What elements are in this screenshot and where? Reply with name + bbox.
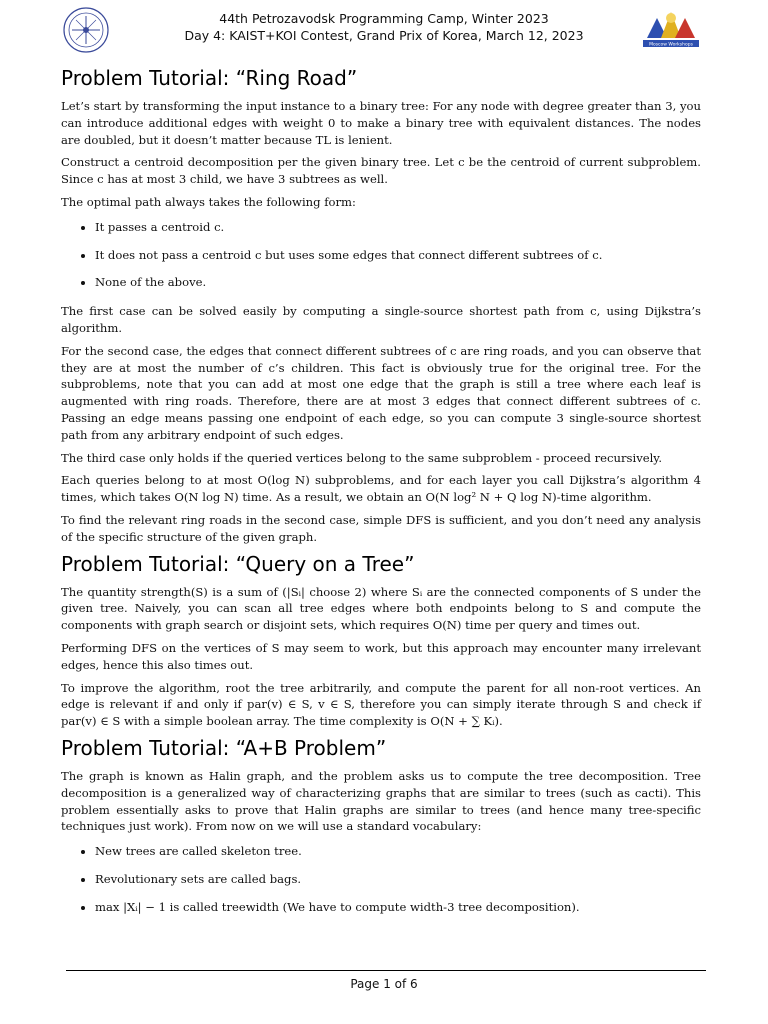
moscow-workshops-logo (637, 4, 705, 52)
list-item: • It does not pass a centroid c but uses some edges that connect different subtrees of c. (95, 247, 701, 264)
footer-divider (66, 970, 706, 971)
paragraph: The graph is known as Halin graph, and the problem asks us to compute the tree decomposition. Tree decomposition is a generalized way of characterizing graphs that are similar to trees (such as cacti). This problem essentially asks to prove that Halin graphs are similar to trees (and hence many tree-specific techniques just work). From now on we will use a standard vocabulary: (61, 768, 701, 834)
camp-logo (62, 6, 110, 54)
list-item: • New trees are called skeleton tree. (95, 843, 701, 860)
header-line-1: 44th Petrozavodsk Programming Camp, Winter 2023 (219, 11, 549, 26)
paragraph: For the second case, the edges that connect different subtrees of c are ring roads, and you can observe that they are at most the number of c’s children. This fact is obviously true for the original tree. For the subproblems, note that you can add at most one edge that the graph is still a tree where each leaf is augmented with ring roads. Therefore, there are at most 3 edges that connect different subtrees of c. Passing an edge means passing one endpoint of each edge, so you can compute 3 single-source shortest path from any arbitrary endpoint of such edges. (61, 343, 701, 442)
paragraph: To improve the algorithm, root the tree arbitrarily, and compute the parent for all non-root vertices. An edge is relevant if and only if par(v) ∈ S, v ∈ S, therefore you can simply iterate through S and check if par(v) ∈ S with a simple boolean array. The time complexity is O(N + ∑ Kᵢ). (61, 680, 701, 729)
paragraph: The quantity strength(S) is a sum of (|Sᵢ| choose 2) where Sᵢ are the connected components of S under the given tree. Naively, you can scan all tree edges where both endpoints belong to S and compute the components with graph search or disjoint sets, which requires O(N) time per query and times out. (61, 584, 701, 633)
list-item: • None of the above. (95, 274, 701, 291)
header-line-2: Day 4: KAIST+KOI Contest, Grand Prix of Korea, March 12, 2023 (184, 28, 584, 43)
paragraph: The first case can be solved easily by computing a single-source shortest path from c, using Dijkstra’s algorithm. (61, 304, 701, 335)
page-number: Page 1 of 6 (350, 977, 418, 991)
svg-text:Moscow Workshops: Moscow Workshops (649, 42, 693, 48)
bullet-list (61, 843, 701, 915)
paragraph: Performing DFS on the vertices of S may seem to work, but this approach may encounter many irrelevant edges, hence this also times out. (61, 640, 701, 672)
list-item: • max |Xᵢ| − 1 is called treewidth (We have to compute width-3 tree decomposition). (95, 899, 701, 916)
paragraph: Construct a centroid decomposition per the given binary tree. Let c be the centroid of current subproblem. Since c has at most 3 child, we have 3 subtrees as well. (61, 155, 701, 187)
page-header (0, 0, 768, 56)
paragraph: The third case only holds if the queried vertices belong to the same subproblem - proceed recursively. (61, 450, 663, 465)
paragraph: Each queries belong to at most O(log N) subproblems, and for each layer you call Dijkstra’s algorithm 4 times, which takes O(N log N) time. As a result, we obtain an O(N log² N + Q log N)-time algorithm. (61, 473, 701, 505)
page-content (61, 60, 701, 927)
list-item: • It passes a centroid c. (95, 219, 701, 236)
bullet-list (61, 219, 701, 291)
section-title-query-on-a-tree: Problem Tutorial: “Query on a Tree” (61, 551, 415, 576)
paragraph: To find the relevant ring roads in the second case, simple DFS is sufficient, and you don’t need any analysis of the specific structure of the given graph. (61, 512, 701, 544)
section-title-a-plus-b-problem: Problem Tutorial: “A+B Problem” (61, 735, 387, 760)
section-title-ring-road: Problem Tutorial: “Ring Road” (61, 66, 358, 90)
paragraph: The optimal path always takes the following form: (61, 194, 356, 209)
paragraph: Let’s start by transforming the input instance to a binary tree: For any node with degree greater than 3, you can introduce additional edges with weight 0 to make a binary tree with equivalent distances. The nodes are doubled, but it doesn’t matter because TL is lenient. (61, 99, 701, 147)
list-item: • Revolutionary sets are called bags. (95, 871, 701, 888)
